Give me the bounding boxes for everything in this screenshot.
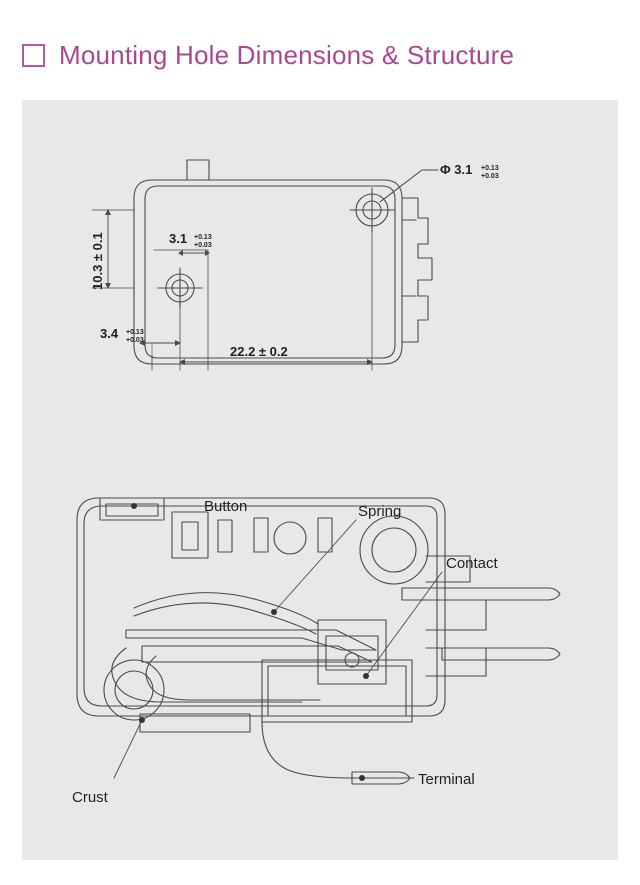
cutaway-view-drawing [77, 498, 560, 784]
callout-spring: Spring [358, 503, 402, 520]
callout-terminal: Terminal [418, 771, 475, 788]
callout-button: Button [204, 498, 248, 515]
technical-drawing [22, 100, 618, 860]
dim-hole-diameter-bottom-left-tol-lower: +0.03 [194, 242, 212, 249]
dim-hole-diameter-top-right-value: Φ 3.1 [440, 162, 473, 177]
page-title: Mounting Hole Dimensions & Structure [59, 39, 515, 70]
dim-hole-diameter-bottom-left-tol-upper: +0.13 [194, 234, 212, 241]
dim-left-edge-offset-tol-lower: +0.03 [126, 337, 144, 344]
callout-contact: Contact [446, 555, 498, 572]
page-header [0, 30, 640, 80]
dim-vertical-hole-spacing: 10.3 ± 0.1 [90, 232, 105, 290]
square-outline-icon [22, 44, 45, 67]
dim-horizontal-hole-spacing: 22.2 ± 0.2 [230, 344, 288, 359]
dim-hole-diameter-top-right-tol-upper: +0.13 [481, 165, 499, 172]
dim-left-edge-offset-tol-upper: +0.13 [126, 329, 144, 336]
callout-crust: Crust [72, 789, 108, 806]
top-view-drawing [92, 160, 438, 370]
dim-hole-diameter-top-right-tol-lower: +0.03 [481, 173, 499, 180]
dim-hole-diameter-bottom-left-value: 3.1 [169, 231, 188, 246]
figure-panel [22, 100, 618, 860]
dim-left-edge-offset-value: 3.4 [100, 326, 119, 341]
